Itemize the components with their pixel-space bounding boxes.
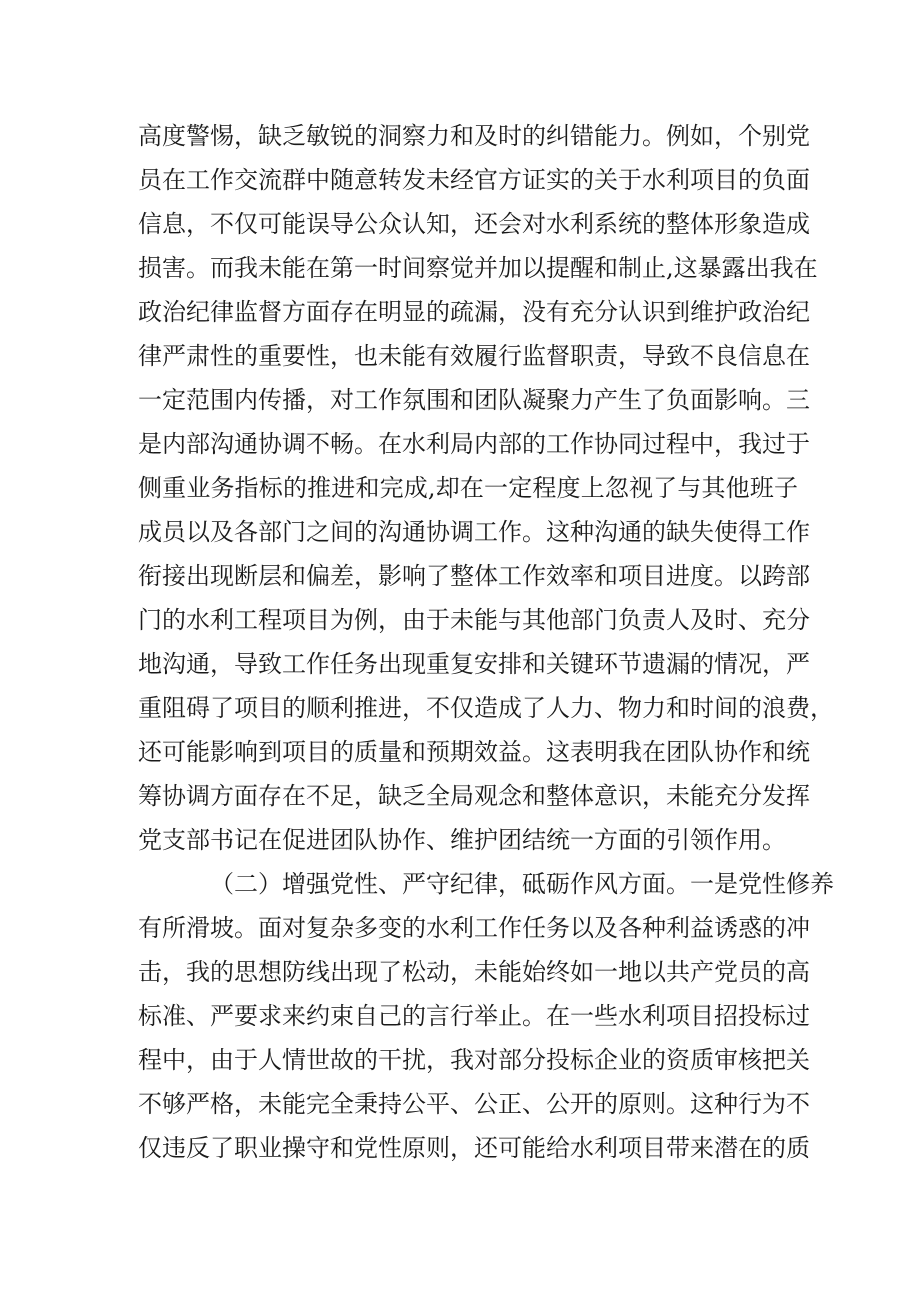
text-line: 信息，不仅可能误导公众认知，还会对水利系统的整体形象造成 [138, 210, 810, 238]
text-line: 律严肃性的重要性，也未能有效履行监督职责，导致不良信息在 [138, 342, 810, 370]
text-line: 是内部沟通协调不畅。在水利局内部的工作协同过程中，我过于 [138, 430, 810, 458]
text-line: 标准、严要求来约束自己的言行举止。在一些水利项目招投标过 [138, 1002, 810, 1030]
text-line: 成员以及各部门之间的沟通协调工作。这种沟通的缺失使得工作 [138, 518, 810, 546]
text-line: 损害。而我未能在第一时间察觉并加以提醒和制止,这暴露出我在 [138, 254, 818, 282]
section-heading-line: （二）增强党性、严守纪律，砥砺作风方面。一是党性修养 [210, 870, 834, 898]
text-line: 不够严格，未能完全秉持公平、公正、公开的原则。这种行为不 [138, 1090, 810, 1118]
text-line: 筹协调方面存在不足，缺乏全局观念和整体意识，未能充分发挥 [138, 782, 810, 810]
paragraph-end-line: 党支部书记在促进团队协作、维护团结统一方面的引领作用。 [138, 826, 786, 854]
text-line: 高度警惕，缺乏敏锐的洞察力和及时的纠错能力。例如，个别党 [138, 122, 810, 150]
text-line: 仅违反了职业操守和党性原则，还可能给水利项目带来潜在的质 [138, 1134, 810, 1162]
text-line: 门的水利工程项目为例，由于未能与其他部门负责人及时、充分 [138, 606, 810, 634]
text-line: 有所滑坡。面对复杂多变的水利工作任务以及各种利益诱惑的冲 [138, 914, 810, 942]
text-line: 侧重业务指标的推进和完成,却在一定程度上忽视了与其他班子 [138, 474, 798, 502]
text-line: 政治纪律监督方面存在明显的疏漏，没有充分认识到维护政治纪 [138, 298, 810, 326]
text-line: 一定范围内传播，对工作氛围和团队凝聚力产生了负面影响。三 [138, 386, 810, 414]
text-line: 还可能影响到项目的质量和预期效益。这表明我在团队协作和统 [138, 738, 810, 766]
text-line: 衔接出现断层和偏差，影响了整体工作效率和项目进度。以跨部 [138, 562, 810, 590]
text-line: 员在工作交流群中随意转发未经官方证实的关于水利项目的负面 [138, 166, 810, 194]
text-line: 重阻碍了项目的顺利推进，不仅造成了人力、物力和时间的浪费， [138, 694, 834, 722]
text-line: 程中，由于人情世故的干扰，我对部分投标企业的资质审核把关 [138, 1046, 810, 1074]
text-line: 地沟通，导致工作任务出现重复安排和关键环节遗漏的情况，严 [138, 650, 810, 678]
text-line: 击，我的思想防线出现了松动，未能始终如一地以共产党员的高 [138, 958, 810, 986]
